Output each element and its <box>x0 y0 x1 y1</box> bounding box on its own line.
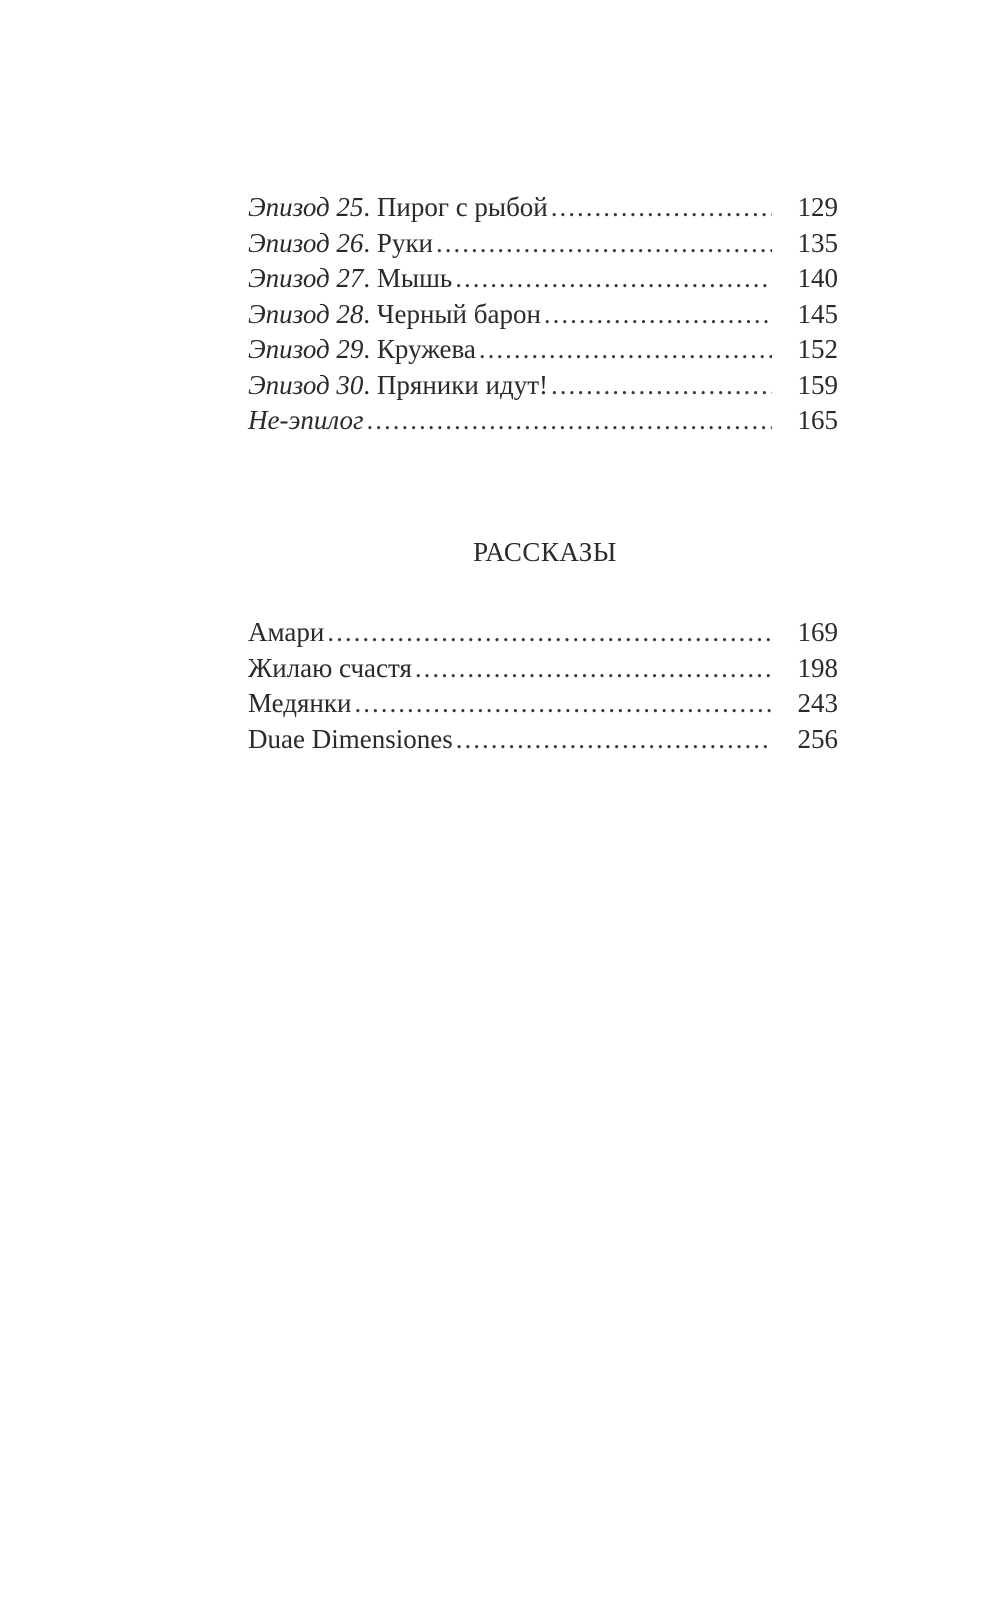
entry-name: Мышь <box>376 263 453 293</box>
entry-label: Эпизод 29 <box>248 334 364 364</box>
page-number: 140 <box>797 263 838 293</box>
entry-title: Эпизод 28. Черный барон <box>248 298 541 329</box>
page-number: 135 <box>797 227 838 258</box>
entry-name: Кружева <box>376 334 476 364</box>
entry-title <box>248 403 364 439</box>
toc-entry[interactable] <box>248 615 838 651</box>
dot-leader <box>327 615 772 651</box>
toc-entry[interactable] <box>248 261 838 297</box>
entry-label: Эпизод 30 <box>248 369 364 400</box>
toc-episodes <box>248 190 838 439</box>
dot-leader <box>544 297 772 333</box>
toc-stories <box>248 615 838 757</box>
entry-title: Эпизод 29. Кружева <box>248 334 476 364</box>
dot-leader <box>456 722 772 758</box>
toc-entry[interactable] <box>248 297 838 333</box>
page-number: 198 <box>797 652 838 683</box>
entry-label: Эпизод 27 <box>248 263 364 293</box>
entry-label: Эпизод 28 <box>248 298 364 329</box>
page-number: 169 <box>797 617 838 647</box>
dot-leader <box>551 190 772 226</box>
entry-name: Руки <box>376 227 434 258</box>
page-number: 145 <box>797 298 838 329</box>
page-number: 165 <box>797 405 838 435</box>
entry-title: Эпизод 25. Пирог с рыбой <box>248 192 548 222</box>
entry-name: Пряники идут! <box>376 369 549 400</box>
section-heading: РАССКАЗЫ <box>473 537 617 567</box>
entry-title: Duae Dimensiones <box>248 723 453 754</box>
page-number: 152 <box>797 334 838 364</box>
page-number: 159 <box>797 369 838 400</box>
toc-entry[interactable] <box>248 226 838 262</box>
entry-label: Эпизод 26 <box>248 227 364 258</box>
page-number: 129 <box>797 192 838 222</box>
dot-leader <box>354 686 772 722</box>
dot-leader <box>551 368 772 404</box>
entry-title: Медянки <box>248 688 352 718</box>
toc-entry[interactable] <box>248 332 838 368</box>
page-number: 243 <box>797 688 838 718</box>
dot-leader <box>436 226 772 262</box>
entry-title: Жилаю счастя <box>248 652 412 683</box>
entry-title: Эпизод 26. Руки <box>248 227 434 258</box>
dot-leader <box>455 261 772 297</box>
toc-entry[interactable] <box>248 190 838 226</box>
toc-entry[interactable] <box>248 722 838 758</box>
entry-label: Не-эпилог <box>248 405 364 435</box>
entry-name: Пирог с рыбой <box>376 192 548 222</box>
entry-label: Эпизод 25 <box>248 192 364 222</box>
entry-name: Черный барон <box>376 298 541 329</box>
toc-entry[interactable] <box>248 403 838 439</box>
dot-leader <box>367 403 772 439</box>
entry-title: Эпизод 30. Пряники идут! <box>248 369 549 400</box>
dot-leader <box>415 651 772 687</box>
toc-entry[interactable] <box>248 686 838 722</box>
dot-leader <box>479 332 772 368</box>
toc-entry[interactable] <box>248 651 838 687</box>
toc-entry[interactable] <box>248 368 838 404</box>
entry-title: Эпизод 27. Мышь <box>248 263 453 293</box>
entry-title: Амари <box>248 617 325 647</box>
page-number: 256 <box>797 723 838 754</box>
